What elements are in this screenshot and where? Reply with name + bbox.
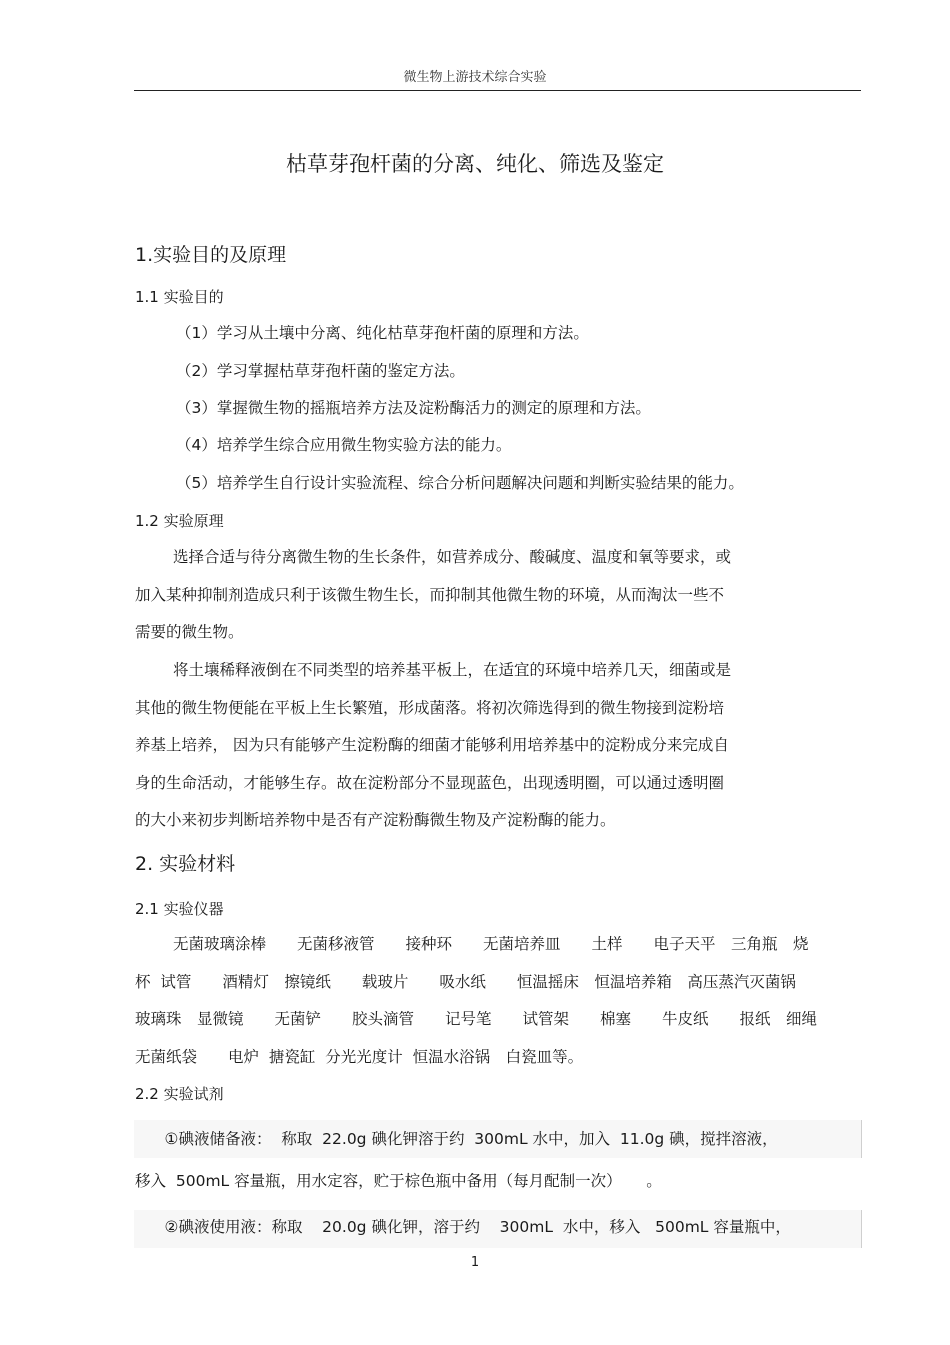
section-2-1-heading: 2.1 实验仪器 xyxy=(135,900,224,918)
section-1-1-heading: 1.1 实验目的 xyxy=(135,288,224,306)
equipment-line: 杯 试管 酒精灯 擦镜纸 载玻片 吸水纸 恒温摇床 恒温培养箱 高压蒸汽灭菌锅 xyxy=(135,973,796,991)
principle-paragraph-line: 养基上培养， 因为只有能够产生淀粉酶的细菌才能够利用培养基中的淀粉成分来完成自 xyxy=(135,736,729,754)
equipment-line: 玻璃珠 显微镜 无菌铲 胶头滴管 记号笔 试管架 棉塞 牛皮纸 报纸 细绳 xyxy=(135,1010,818,1028)
reagent-line: ①碘液储备液： 称取 22.0g 碘化钾溶于约 300mL 水中，加入 11.0g 碘，搅拌溶液， xyxy=(135,1130,778,1148)
principle-paragraph-line: 身的生命活动，才能够生存。故在淀粉部分不显现蓝色，出现透明圈，可以通过透明圈 xyxy=(135,774,725,792)
principle-paragraph-line: 需要的微生物。 xyxy=(135,623,244,641)
reagent-line: 移入 500mL 容量瓶，用水定容，贮于棕色瓶中备用（每月配制一次） 。 xyxy=(135,1172,662,1190)
equipment-line: 无菌纸袋 电炉 搪瓷缸 分光光度计 恒温水浴锅 白瓷皿等。 xyxy=(135,1048,584,1066)
section-1-2-heading: 1.2 实验原理 xyxy=(135,512,224,530)
objective-item: （1）学习从土壤中分离、纯化枯草芽孢杆菌的原理和方法。 xyxy=(176,324,589,342)
objective-item: （4）培养学生综合应用微生物实验方法的能力。 xyxy=(176,436,512,454)
section-2-heading: 2. 实验材料 xyxy=(135,853,236,875)
objective-item: （2）学习掌握枯草芽孢杆菌的鉴定方法。 xyxy=(176,362,465,380)
objective-item: （3）掌握微生物的摇瓶培养方法及淀粉酶活力的测定的原理和方法。 xyxy=(176,399,651,417)
equipment-line: 无菌玻璃涂棒 无菌移液管 接种环 无菌培养皿 土样 电子天平 三角瓶 烧 xyxy=(173,935,809,953)
section-2-2-heading: 2.2 实验试剂 xyxy=(135,1085,224,1103)
header-rule xyxy=(134,90,861,91)
objective-item: （5）培养学生自行设计实验流程、综合分析问题解决问题和判断实验结果的能力。 xyxy=(176,474,744,492)
page-number: 1 xyxy=(470,1255,480,1270)
principle-paragraph-line: 其他的微生物便能在平板上生长繁殖，形成菌落。将初次筛选得到的微生物接到淀粉培 xyxy=(135,699,725,717)
section-1-heading: 1.实验目的及原理 xyxy=(135,244,287,266)
principle-paragraph-line: 加入某种抑制剂造成只利于该微生物生长，而抑制其他微生物的环境，从而淘汰一些不 xyxy=(135,586,725,604)
principle-paragraph-line: 选择合适与待分离微生物的生长条件，如营养成分、酸碱度、温度和氧等要求，或 xyxy=(173,548,732,566)
running-header: 微生物上游技术综合实验 xyxy=(403,70,547,85)
principle-paragraph-line: 将土壤稀释液倒在不同类型的培养基平板上，在适宜的环境中培养几天，细菌或是 xyxy=(173,661,732,679)
principle-paragraph-line: 的大小来初步判断培养物中是否有产淀粉酶微生物及产淀粉酶的能力。 xyxy=(135,811,616,829)
document-title: 枯草芽孢杆菌的分离、纯化、筛选及鉴定 xyxy=(286,152,664,176)
reagent-line: ②碘液使用液：称取 20.0g 碘化钾，溶于约 300mL 水中，移入 500mL 容量瓶中， xyxy=(135,1218,791,1236)
